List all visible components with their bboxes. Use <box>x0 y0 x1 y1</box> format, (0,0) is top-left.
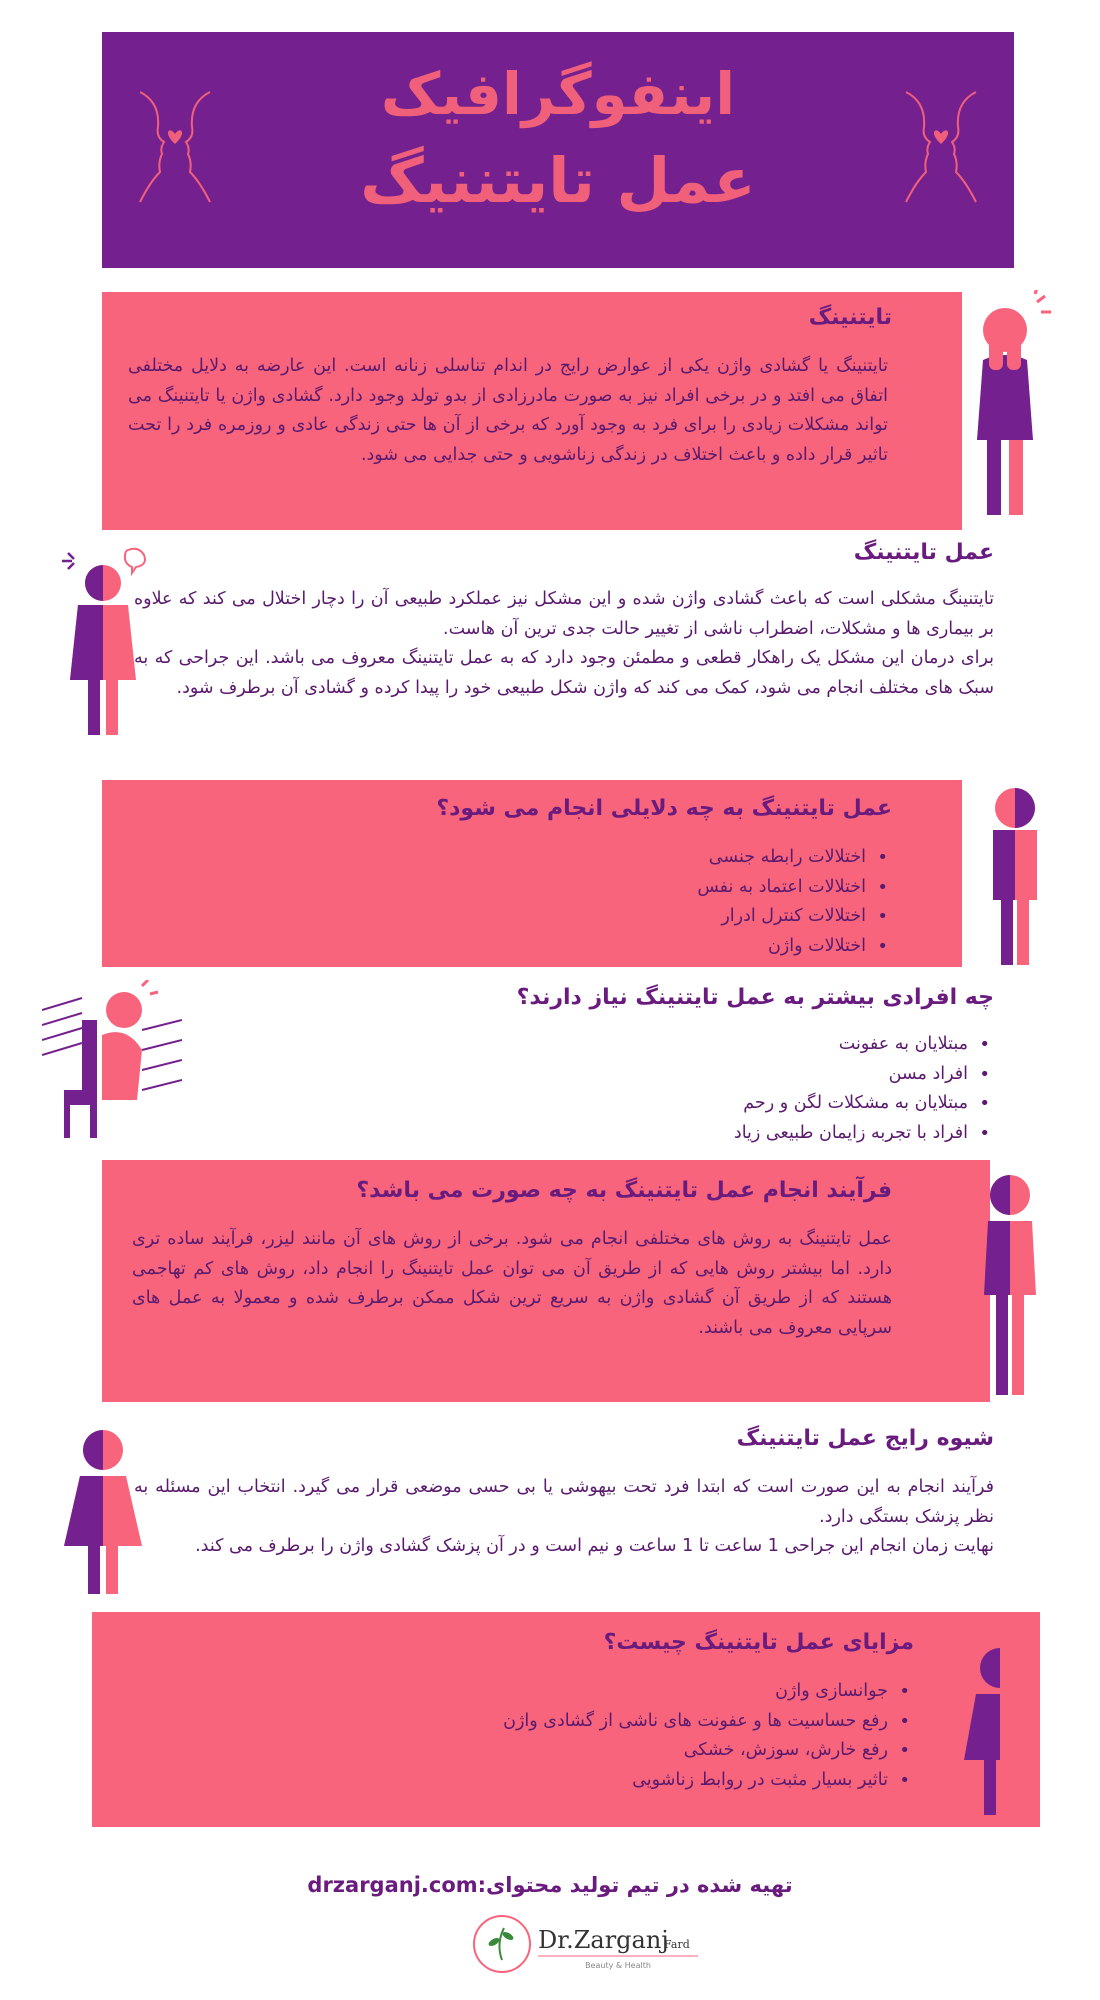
list-item: • اختلالات واژن <box>697 932 892 962</box>
header-title-line1: اینفوگرافیک <box>380 60 736 128</box>
section-3-title: عمل تایتنینگ به چه دلایلی انجام می شود؟ <box>436 796 892 821</box>
section-2-title: عمل تایتنینگ <box>853 540 994 565</box>
list-item: • مبتلایان به مشکلات لگن و رحم <box>734 1089 994 1119</box>
list-item: • اختلالات اعتماد به نفس <box>697 873 892 903</box>
section-6-paragraph-2: نهایت زمان انجام این جراحی 1 ساعت تا 1 ساعت و نیم است و در آن پزشک گشادی واژن را برطرف می کند. <box>195 1536 994 1556</box>
list-item: • رفع حساسیت ها و عفونت های ناشی از گشادی واژن <box>503 1707 914 1737</box>
covering-face-woman-icon <box>975 780 1055 970</box>
section-1-title: تایتنینگ <box>808 305 892 330</box>
worried-woman-icon <box>955 290 1055 530</box>
section-5-body: عمل تایتنینگ به روش های مختلفی انجام می شود. برخی از روش های آن مانند لیزر، فرآیند ساده تری دارد. اما بیشتر روش هایی که از طریق آن می توان عمل تایتنینگ را انجام داد، روش های کم تهاجمی هستند که از طریق آن گشادی واژن به سریع ترین شکل ممکن برطرف شده و معمولا به عمل های سرپایی معروف می باشند. <box>132 1229 892 1338</box>
list-item: • مبتلایان به عفونت <box>734 1030 994 1060</box>
section-7-list <box>503 1677 914 1795</box>
section-6-body <box>134 1473 994 1562</box>
logo-text: Dr.Zarganj <box>538 1926 669 1954</box>
section-2-paragraph-2: برای درمان این مشکل یک راهکار قطعی و مطمئن وجود دارد که به عمل تایتنینگ معروف می باشد. این جراحی که به سبک های مختلف انجام می شود، کمک می کند که واژن شکل طبیعی خود را پیدا کرده و گشادی آن برطرف شود. <box>134 648 994 698</box>
list-item: • رفع خارش، سوزش، خشکی <box>503 1736 914 1766</box>
list-item: • افراد با تجربه زایمان طبیعی زیاد <box>734 1119 994 1149</box>
section-6-paragraph-1: فرآیند انجام به این صورت است که ابتدا فرد تحت بیهوشی یا بی حسی موضعی قرار می گیرد. انتخاب این مسئله به نظر پزشک بستگی دارد. <box>134 1477 994 1527</box>
header-title-line2: عمل تایتننیگ <box>360 144 756 217</box>
list-item: • افراد مسن <box>734 1060 994 1090</box>
section-1-body: تایتنینگ یا گشادی واژن یکی از عوارض رایج در اندام تناسلی زنانه است. این عارضه به دلایل مختلفی اتفاق می افتد و در برخی افراد نیز به صورت مادرزادی از بدو تولد وجود دارد. گشادی واژن یا تایتنینگ می تواند مشکلات زیادی را برای فرد به وجود آورد که برخی از آن ها حتی زندگی عادی و روزمره فرد را تحت تاثیر قرار داده و باعث اختلاف در زندگی زناشویی و حتی جدایی می شود. <box>128 356 888 465</box>
sitting-sad-woman-icon <box>42 980 182 1140</box>
logo-suffix: Fard <box>664 1938 690 1951</box>
happy-woman-icon <box>960 1640 1040 1820</box>
section-5-title: فرآیند انجام عمل تایتنینگ به چه صورت می باشد؟ <box>356 1178 892 1203</box>
woman-icon <box>58 1428 148 1598</box>
standing-thinking-woman-icon <box>970 1165 1050 1405</box>
angry-woman-icon <box>58 545 148 745</box>
list-item: • تاثیر بسیار مثبت در روابط زناشویی <box>503 1766 914 1796</box>
section-2-paragraph-1: تایتنینگ مشکلی است که باعث گشادی واژن شده و این مشکل نیز عملکرد طبیعی آن را دچار اختلال می کند که علاوه بر بیماری ها و مشکلات، اضطراب ناشی از تغییر حالت جدی ترین آن هاست. <box>134 589 994 639</box>
section-6-title: شیوه رایج عمل تایتنینگ <box>736 1426 994 1451</box>
section-7-title: مزایای عمل تایتنینگ چیست؟ <box>603 1630 914 1655</box>
section-3-list <box>697 843 892 961</box>
section-4-title: چه افرادی بیشتر به عمل تایتنینگ نیاز دارند؟ <box>516 985 994 1010</box>
header-banner <box>102 32 1014 268</box>
logo-tagline: Beauty & Health <box>585 1961 651 1970</box>
list-item: • اختلالات رابطه جنسی <box>697 843 892 873</box>
section-2-body <box>134 585 994 703</box>
list-item: • جوانسازی واژن <box>503 1677 914 1707</box>
section-4-list <box>734 1030 994 1148</box>
list-item: • اختلالات کنترل ادرار <box>697 902 892 932</box>
footer-credit: تهیه شده در تیم تولید محتوای:drzarganj.com <box>307 1873 793 1897</box>
clinic-logo <box>468 1910 708 1978</box>
